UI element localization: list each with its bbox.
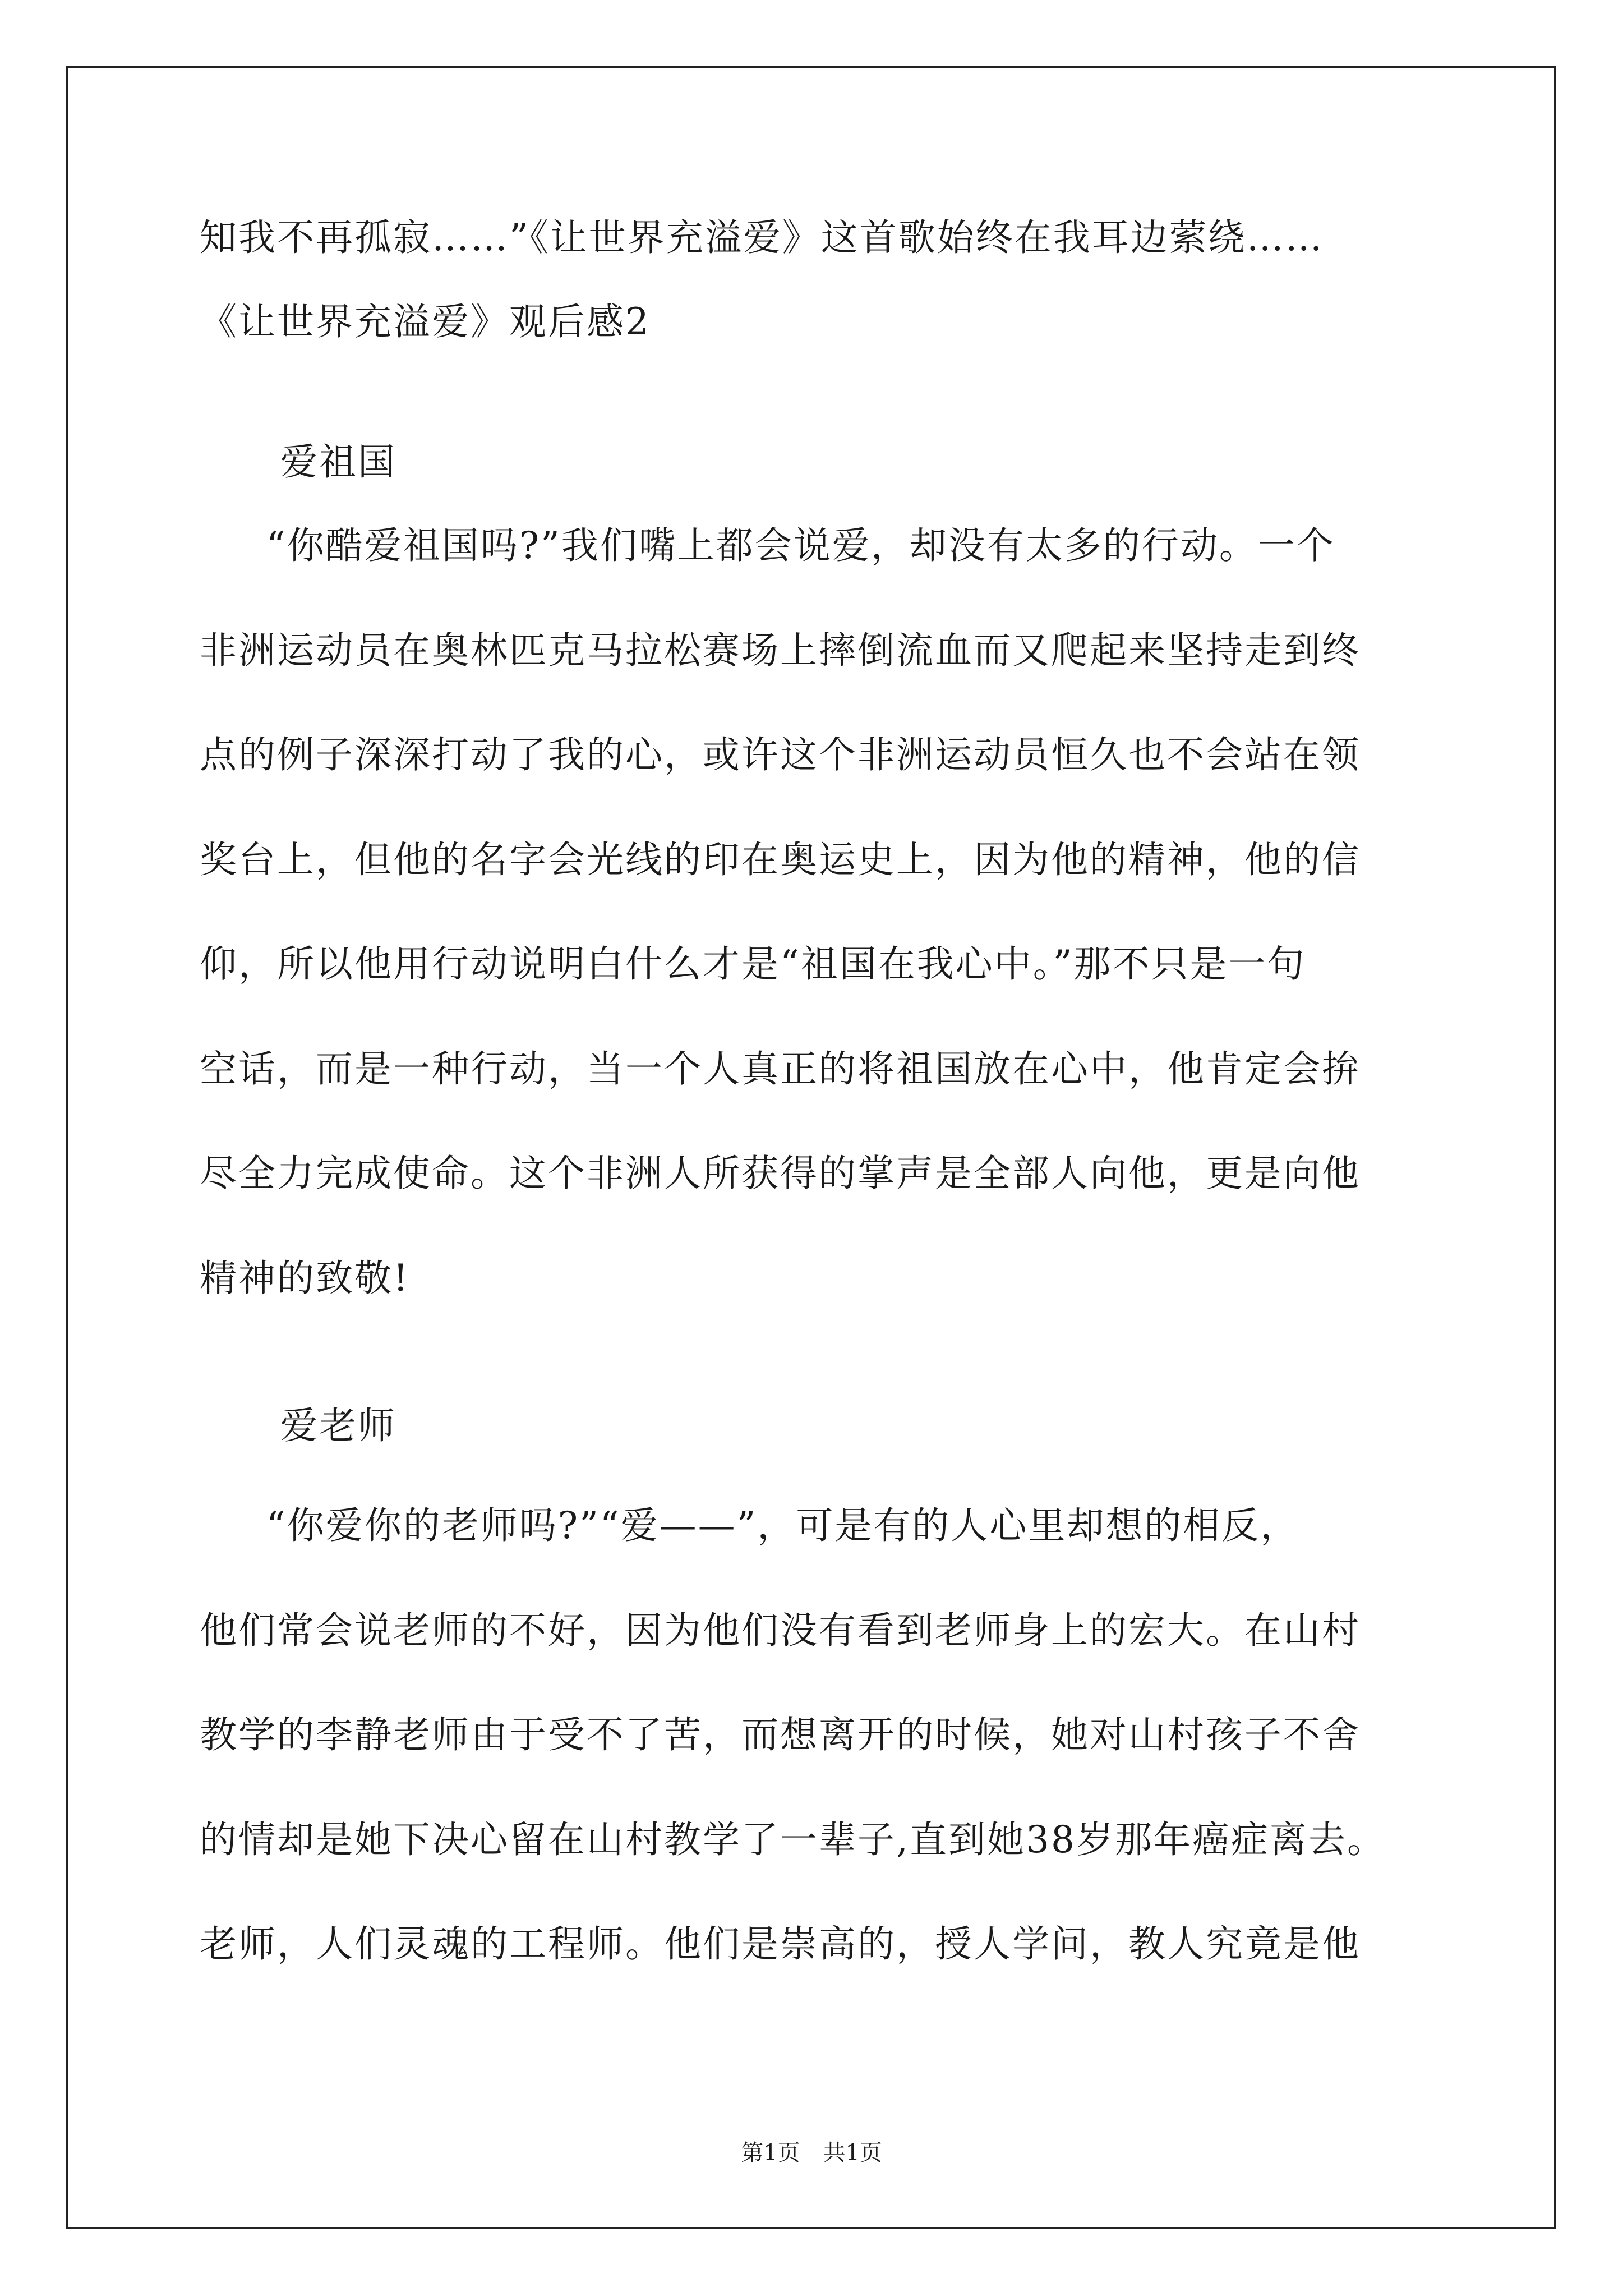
text-line: 非洲运动员在奥林匹克马拉松赛场上摔倒流血而又爬起来坚持走到终 xyxy=(200,629,1361,672)
text-line: 知我不再孤寂……”《让世界充溢爱》这首歌始终在我耳边萦绕…… xyxy=(200,216,1324,259)
text-line: “你爱你的老师吗?”“爱——”，可是有的人心里却想的相反， xyxy=(266,1504,1299,1547)
text-line: 点的例子深深打动了我的心，或许这个非洲运动员恒久也不会站在领 xyxy=(200,733,1361,776)
text-line: 精神的致敬! xyxy=(200,1257,410,1300)
text-line: “你酷爱祖国吗?”我们嘴上都会说爱，却没有太多的行动。一个 xyxy=(266,524,1335,567)
section-title: 《让世界充溢爱》观后感2 xyxy=(200,300,651,343)
text-line: 的情却是她下决心留在山村教学了一辈子,直到她38岁那年癌症离去。 xyxy=(200,1818,1386,1861)
text-line: 教学的李静老师由于受不了苦，而想离开的时候，她对山村孩子不舍 xyxy=(200,1713,1361,1756)
subheading-love-teacher: 爱老师 xyxy=(280,1404,396,1447)
text-line: 奖台上，但他的名字会光线的印在奥运史上，因为他的精神，他的信 xyxy=(200,838,1361,881)
text-line: 老师，人们灵魂的工程师。他们是崇高的，授人学问，教人究竟是他 xyxy=(200,1922,1361,1966)
text-line: 尽全力完成使命。这个非洲人所获得的掌声是全部人向他，更是向他 xyxy=(200,1152,1361,1195)
subheading-love-motherland: 爱祖国 xyxy=(280,440,396,484)
page-number: 第1页 xyxy=(741,2140,800,2166)
text-line: 他们常会说老师的不好，因为他们没有看到老师身上的宏大。在山村 xyxy=(200,1609,1361,1652)
page-total: 共1页 xyxy=(823,2140,882,2166)
text-line: 仰，所以他用行动说明白什么才是“祖国在我心中。”那不只是一句 xyxy=(200,942,1306,986)
page-footer xyxy=(0,2136,1623,2170)
text-line: 空话，而是一种行动，当一个人真正的将祖国放在心中，他肯定会拚 xyxy=(200,1047,1361,1091)
